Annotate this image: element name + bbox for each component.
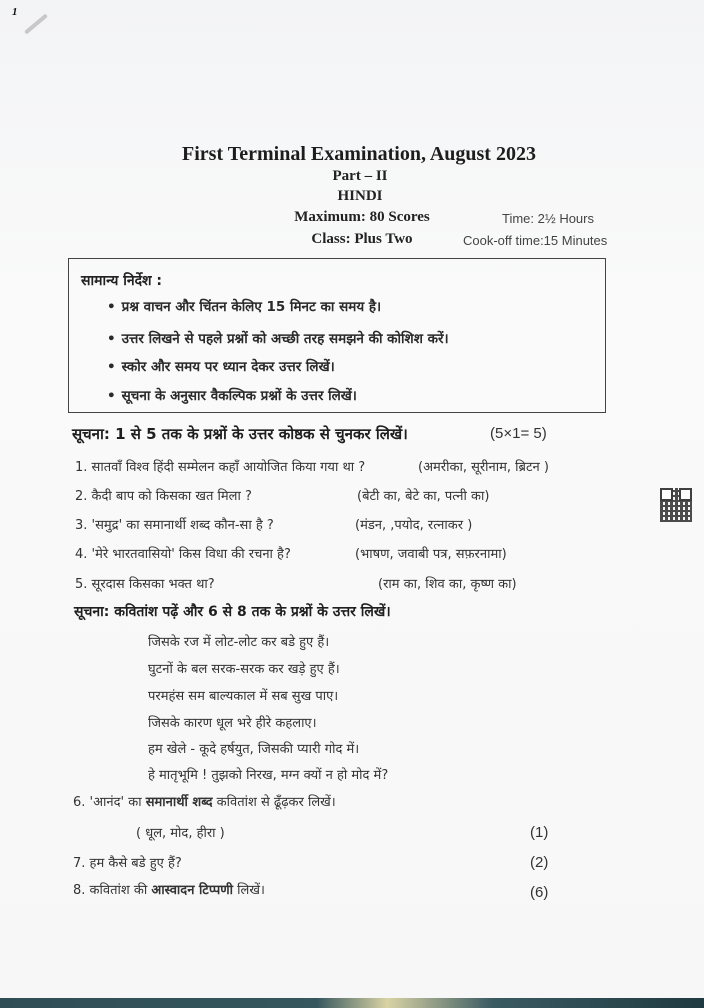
poem-line: घुटनों के बल सरक-सरक कर खड़े हुए हैं। — [148, 662, 340, 677]
poem-line: हम खेले - कूदे हर्षयुत, जिसकी प्यारी गोद में। — [148, 742, 360, 757]
exam-title: First Terminal Examination, August 2023 — [182, 143, 536, 165]
exam-subject: HINDI — [337, 188, 383, 204]
poem-line: हे मातृभूमि ! तुझको निरख, मग्न क्यों न हो मोद में? — [148, 768, 389, 783]
qr-code — [660, 488, 692, 522]
poem-line: परमहंस सम बाल्यकाल में सब सुख पाए। — [148, 689, 339, 704]
question-1-options: (अमरीका, सूरीनाम, ब्रिटन ) — [418, 460, 549, 475]
question-3: 3. 'समुद्र' का समानार्थी शब्द कौन-सा है ? — [75, 518, 274, 533]
question-4-options: (भाषण, जवाबी पत्र, सफ़रनामा) — [355, 547, 507, 562]
background-surface — [0, 998, 704, 1008]
instruction-item: • प्रश्न वाचन और चिंतन केलिए 15 मिनट का समय है। — [107, 299, 382, 315]
instruction-item: • स्कोर और समय पर ध्यान देकर उत्तर लिखें। — [107, 359, 335, 375]
exam-part: Part – II — [332, 168, 388, 184]
question-8-score: (6) — [530, 884, 549, 901]
section1-heading: सूचना: 1 से 5 तक के प्रश्नों के उत्तर कोष्ठक से चुनकर लिखें। — [72, 425, 408, 443]
page-number: 1 — [12, 6, 18, 18]
exam-class: Class: Plus Two — [311, 231, 413, 247]
bullet-icon: • — [107, 388, 116, 404]
general-instructions-box — [68, 258, 606, 413]
question-6: 6. 'आनंद' का समानार्थी शब्द कवितांश से ढूँढ़कर लिखें। — [73, 795, 336, 810]
question-4: 4. 'मेरे भारतवासियो' किस विधा की रचना है? — [75, 547, 291, 562]
bullet-icon: • — [107, 359, 116, 375]
max-scores: Maximum: 80 Scores — [294, 209, 430, 225]
question-6-options: ( धूल, मोद, हीरा ) — [136, 826, 225, 841]
poem-line: जिसके कारण धूल भरे हीरे कहलाए। — [148, 716, 317, 731]
bullet-icon: • — [107, 331, 116, 347]
question-7-score: (2) — [530, 854, 549, 871]
question-8: 8. कवितांश की आस्वादन टिप्पणी लिखें। — [73, 883, 265, 898]
cool-off-time: Cook-off time:15 Minutes — [463, 233, 608, 248]
question-1: 1. सातवाँ विश्व हिंदी सम्मेलन कहाँ आयोजित किया गया था ? — [75, 460, 366, 475]
section2-heading: सूचना: कवितांश पढ़ें और 6 से 8 तक के प्रश्नों के उत्तर लिखें। — [74, 604, 391, 620]
question-5-options: (राम का, शिव का, कृष्ण का) — [378, 577, 517, 592]
instruction-item: • उत्तर लिखने से पहले प्रश्नों को अच्छी तरह समझने की कोशिश करें। — [107, 331, 449, 347]
question-3-options: (मंडन, ,पयोद, रत्नाकर ) — [355, 518, 473, 533]
bullet-icon: • — [107, 299, 116, 315]
exam-time: Time: 2½ Hours — [502, 211, 594, 226]
pencil-mark — [24, 13, 48, 34]
section1-score: (5×1= 5) — [490, 425, 547, 442]
question-7: 7. हम कैसे बडे हुए हैं? — [73, 856, 182, 871]
instruction-item: • सूचना के अनुसार वैकल्पिक प्रश्नों के उत्तर लिखें। — [107, 388, 357, 404]
poem-line: जिसके रज में लोट-लोट कर बडे हुए हैं। — [148, 635, 330, 650]
question-2: 2. कैदी बाप को किसका खत मिला ? — [75, 489, 252, 504]
question-6-score: (1) — [530, 824, 549, 841]
question-5: 5. सूरदास किसका भक्त था? — [75, 577, 215, 592]
instructions-heading: सामान्य निर्देश : — [81, 273, 163, 289]
question-2-options: (बेटी का, बेटे का, पत्नी का) — [357, 489, 490, 504]
